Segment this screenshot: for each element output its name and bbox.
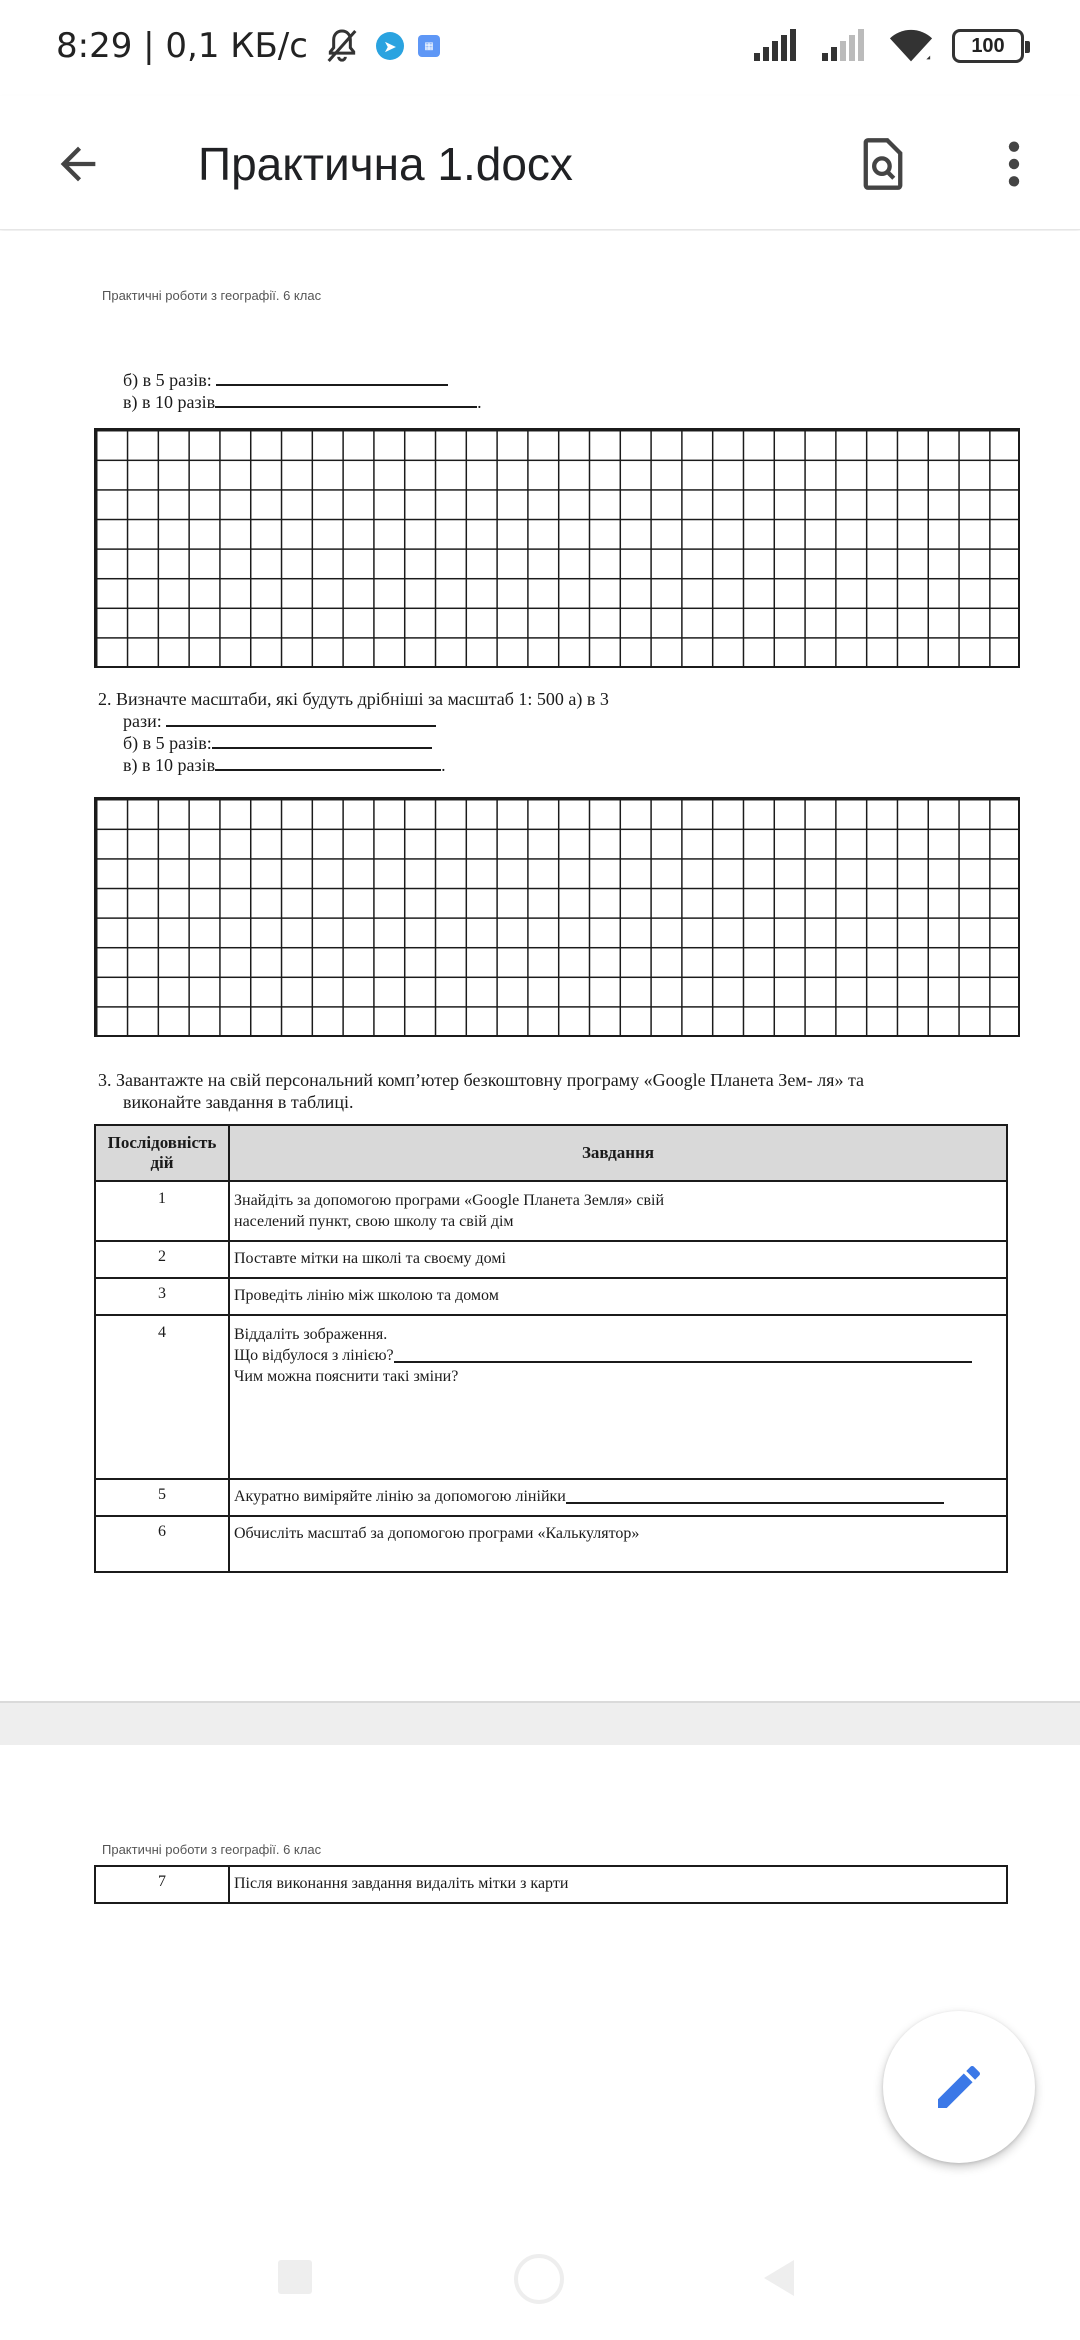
item2-c-line: [123, 754, 446, 776]
table-row: [95, 1516, 1007, 1572]
tasks-table: [94, 1124, 1008, 1573]
row-number: 5: [95, 1479, 229, 1516]
row-number: 2: [95, 1241, 229, 1278]
item2-c-text: в) в 10 разів: [123, 755, 216, 775]
row-task-line: Знайдіть за допомогою програми «Google Планета Земля» свій: [234, 1192, 665, 1209]
battery-level: 100: [971, 34, 1005, 57]
page-header: Практичні роботи з географії. 6 клас: [102, 288, 322, 303]
signal-icon: [752, 29, 802, 63]
column-header-sequence: Послідовність дій: [95, 1125, 229, 1181]
row-task-line-with-blank: [234, 1486, 1002, 1507]
answer-blank: [216, 370, 448, 386]
battery-icon: [952, 29, 1024, 63]
answer-blank: [566, 1502, 944, 1504]
item1-c-line: [123, 391, 482, 413]
table-row: [95, 1866, 1007, 1903]
status-time-speed: 8:29 | 0,1 КБ/с: [56, 26, 308, 66]
row-task-line: Акуратно виміряйте лінію за допомогою лінійки: [234, 1488, 566, 1505]
table-row: [95, 1315, 1007, 1479]
document-page-1: [0, 231, 1080, 1701]
row-task: [229, 1181, 1007, 1241]
item1-c-end: .: [477, 392, 482, 412]
table-row: [95, 1479, 1007, 1516]
status-right: [752, 28, 1024, 64]
edit-pencil-icon: [931, 2059, 987, 2115]
page-separator: [0, 1701, 1080, 1745]
row-task: [229, 1516, 1007, 1572]
table-header-row: [95, 1125, 1007, 1181]
row-task-line: Чим можна пояснити такі зміни?: [234, 1368, 459, 1385]
item3-line1: 3. Завантажте на свій персональний комп’ютер безкоштовну програму «Google Планета Зем- ля» та: [98, 1070, 865, 1090]
drawing-grid-2: [94, 797, 1020, 1037]
row-task-line-with-blank: [234, 1345, 1002, 1366]
item2-question: 2. Визначте масштаби, які будуть дрібніші за масштаб 1: 500 а) в 3: [98, 689, 609, 709]
row-task-line: Поставте мітки на школі та своєму домі: [234, 1250, 506, 1267]
back-arrow-icon: [52, 138, 104, 190]
row-task: [229, 1866, 1007, 1903]
item1-b-text: б) в 5 разів:: [123, 370, 217, 390]
tasks-table-continued: [94, 1865, 1008, 1904]
table-row: [95, 1181, 1007, 1241]
item2-b-text: б) в 5 разів:: [123, 733, 212, 753]
app-bar: [0, 96, 1080, 230]
row-task: [229, 1278, 1007, 1315]
table-row: [95, 1241, 1007, 1278]
google-sheets-icon: ▦: [418, 35, 440, 57]
row-task-line: населений пункт, свою школу та свій дім: [234, 1213, 514, 1230]
row-task-line: Після виконання завдання видаліть мітки з карти: [234, 1875, 569, 1892]
row-task: [229, 1479, 1007, 1516]
column-header-task: Завдання: [229, 1125, 1007, 1181]
back-button[interactable]: [40, 126, 116, 202]
item2-a-line: [123, 710, 436, 732]
status-bar: [0, 0, 1080, 96]
answer-blank: [394, 1361, 972, 1363]
table-row: [95, 1278, 1007, 1315]
answer-blank: [212, 733, 432, 749]
row-task-line: Проведіть лінію між школою та домом: [234, 1287, 499, 1304]
edit-button[interactable]: [883, 2011, 1035, 2163]
row-number: 6: [95, 1516, 229, 1572]
more-vert-icon: [1004, 138, 1024, 190]
row-number: 3: [95, 1278, 229, 1315]
row-number: 7: [95, 1866, 229, 1903]
document-search-button[interactable]: [845, 126, 921, 202]
row-task-line: Обчисліть масштаб за допомогою програми «Калькулятор»: [234, 1525, 640, 1542]
signal-weak-icon: [820, 29, 870, 63]
item1-c-text: в) в 10 разів: [123, 392, 216, 412]
row-task: [229, 1241, 1007, 1278]
page-header: Практичні роботи з географії. 6 клас: [102, 1842, 322, 1857]
row-task: [229, 1315, 1007, 1479]
row-task-line: Що відбулося з лінією?: [234, 1347, 394, 1364]
document-title: Практична 1.docx: [198, 138, 573, 190]
item3-line2: виконайте завдання в таблиці.: [123, 1092, 354, 1112]
recents-square-icon[interactable]: [278, 2260, 312, 2294]
muted-notifications-icon: [322, 26, 362, 66]
item1-b-line: [123, 369, 448, 391]
back-triangle-icon[interactable]: [764, 2260, 794, 2296]
status-left: [56, 26, 440, 66]
system-nav-bar: [0, 2236, 1080, 2316]
drawing-grid-1: [94, 428, 1020, 668]
row-number: 1: [95, 1181, 229, 1241]
item2-b-line: [123, 732, 432, 754]
more-options-button[interactable]: [976, 126, 1052, 202]
answer-blank: [215, 392, 477, 408]
answer-blank: [166, 711, 436, 727]
answer-blank: [215, 755, 441, 771]
item2-c-end: .: [441, 755, 446, 775]
telegram-icon: ➤: [376, 32, 404, 60]
wifi-icon: [888, 28, 934, 64]
home-circle-icon[interactable]: [514, 2254, 564, 2304]
item2-a-text: рази:: [123, 711, 167, 731]
row-number: 4: [95, 1315, 229, 1479]
row-task-line: Віддаліть зображення.: [234, 1326, 388, 1343]
document-search-icon: [857, 136, 909, 192]
